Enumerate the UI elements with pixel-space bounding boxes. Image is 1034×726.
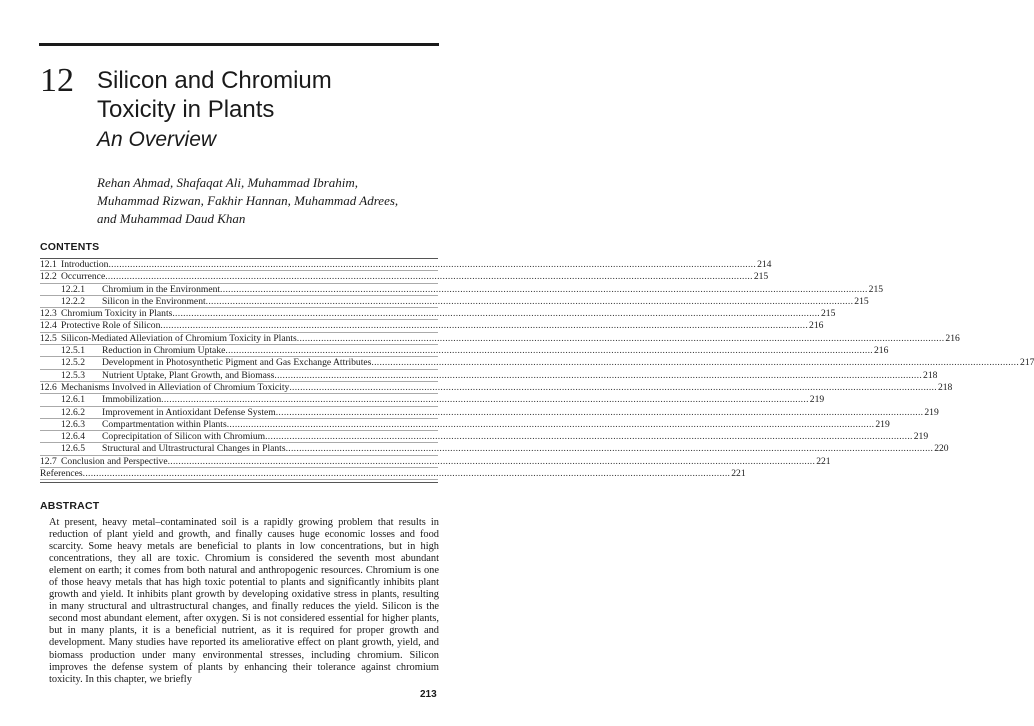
toc-dot-leader — [160, 320, 808, 331]
chapter-title — [97, 66, 332, 124]
chapter-title-line-2: Toxicity in Plants — [97, 96, 275, 123]
toc-entry[interactable] — [40, 345, 889, 357]
toc-dot-leader — [161, 394, 809, 405]
authors-line-1: Rehan Ahmad, Shafaqat Ali, Muhammad Ibrahim, — [97, 175, 358, 190]
abstract-body: At present, heavy metal–contaminated soil is a rapidly growing problem that results in reduction of plant yield and growth, and finally causes huge economic losses and food scarcity. Some heavy metals are beneficial to plants in low concentrations, but in high concentrations, they all are toxic. Chromium is considered the seventh most abundant element on earth; it comes from both natural and anthropogenic resources. Chromium is one of those heavy metals that has high toxic potential to plants and significantly inhibits plant growth and yield. It inhibits plant growth by developing oxidative stress in plants, resulting in many structural and ultrastructural changes, and finally reduces the yield. Silicon is the second most abundant element, after oxygen. Si is not considered essential for higher plants, but in many plants, it is a beneficial nutrient, as it is required for proper growth and development. Many studies have reported its ameliorative effect on plant growth, yield, and biomass production under many environmental stresses, including chromium. Silicon improves the defense system of plants by enhancing their tolerance against chromium toxicity. In this chapter, we briefly — [49, 517, 439, 685]
toc-dot-leader — [227, 419, 875, 430]
toc-bottom-rule — [40, 482, 438, 483]
toc-dot-leader — [289, 382, 937, 393]
toc-entry-number: 12.6.1 — [61, 394, 85, 406]
toc-dot-leader — [274, 370, 922, 381]
toc-entry-number: 12.6.2 — [61, 406, 85, 418]
toc-dot-leader — [168, 456, 816, 467]
toc-entry-number: 12.6.4 — [61, 431, 85, 443]
toc-entry-title: Chromium Toxicity in Plants — [61, 308, 173, 320]
toc-entry[interactable] — [40, 320, 824, 332]
toc-entry[interactable] — [40, 443, 949, 455]
chapter-number: 12 — [40, 62, 74, 99]
toc-entry-page: 221 — [816, 455, 831, 467]
chapter-subtitle: An Overview — [97, 128, 217, 151]
toc-entry-page: 214 — [757, 259, 772, 270]
table-of-contents — [40, 259, 1034, 480]
toc-entry-number: 12.6.5 — [61, 443, 85, 455]
toc-entry-page: 218 — [937, 381, 953, 393]
authors-line-3: and Muhammad Daud Khan — [97, 211, 246, 226]
toc-entry-title: Occurrence — [61, 271, 106, 283]
toc-dot-leader — [265, 431, 913, 442]
authors-line-2: Muhammad Rizwan, Fakhir Hannan, Muhammad Adrees, — [97, 193, 399, 208]
toc-entry[interactable] — [40, 369, 938, 382]
toc-entry-title: Chromium in the Environment — [102, 283, 221, 295]
toc-entry[interactable] — [40, 381, 953, 394]
toc-entry-page: 216 — [809, 320, 824, 332]
toc-entry-number: 12.3 — [40, 308, 57, 320]
toc-entry-number: 12.1 — [40, 259, 57, 270]
toc-entry-page: 215 — [868, 283, 884, 295]
toc-entry[interactable] — [40, 455, 831, 468]
toc-entry[interactable] — [40, 394, 825, 406]
toc-entry[interactable] — [40, 308, 836, 320]
top-rule — [39, 43, 439, 46]
toc-entry-page: 215 — [854, 295, 869, 307]
toc-dot-leader — [276, 407, 924, 418]
toc-entry-title: Mechanisms Involved in Alleviation of Chromium Toxicity — [61, 381, 290, 393]
toc-entry-title: Conclusion and Perspective — [61, 455, 168, 467]
toc-dot-leader — [83, 468, 731, 479]
toc-entry[interactable] — [40, 357, 1034, 369]
toc-entry-page: 215 — [753, 271, 769, 283]
toc-entry-title: Introduction — [61, 259, 109, 270]
toc-entry[interactable] — [40, 431, 929, 443]
toc-entry[interactable] — [40, 406, 939, 419]
toc-entry-title: Reduction in Chromium Uptake — [102, 345, 226, 357]
abstract-heading: ABSTRACT — [40, 500, 100, 512]
toc-dot-leader — [105, 271, 753, 282]
toc-entry-title: Silicon-Mediated Alleviation of Chromium Toxicity in Plants — [61, 332, 297, 344]
toc-entry-number: 12.7 — [40, 455, 57, 467]
toc-entry-number: 12.5.3 — [61, 369, 85, 381]
toc-entry-page: 219 — [809, 394, 825, 406]
toc-entry-page: 216 — [874, 345, 889, 357]
toc-entry-number: 12.2.2 — [61, 295, 85, 307]
toc-entry-title: Nutrient Uptake, Plant Growth, and Biomass — [102, 369, 275, 381]
toc-entry-title: Development in Photosynthetic Pigment and Gas Exchange Attributes — [102, 357, 372, 369]
toc-entry-page: 219 — [913, 431, 929, 443]
toc-entry-title: Protective Role of Silicon — [61, 320, 161, 332]
toc-entry-number: 12.4 — [40, 320, 57, 332]
toc-entry-page: 220 — [934, 443, 949, 455]
toc-entry-title: Silicon in the Environment — [102, 295, 206, 307]
toc-dot-leader — [371, 357, 1019, 368]
toc-entry-title: Coprecipitation of Silicon with Chromium — [102, 431, 266, 443]
toc-entry-page: 217 — [1020, 357, 1034, 369]
toc-entry[interactable] — [40, 271, 769, 283]
toc-dot-leader — [225, 345, 873, 356]
toc-entry-number: 12.6.3 — [61, 418, 85, 430]
page-number: 213 — [420, 689, 437, 700]
toc-entry[interactable] — [40, 295, 869, 308]
toc-entry-page: 215 — [820, 308, 836, 320]
author-list — [97, 174, 442, 228]
toc-entry-page: 219 — [875, 418, 890, 430]
toc-entry-number: 12.2 — [40, 271, 57, 283]
toc-entry-page: 221 — [731, 468, 746, 480]
toc-entry[interactable] — [40, 283, 884, 296]
toc-entry-number: 12.2.1 — [61, 283, 85, 295]
toc-dot-leader — [206, 296, 854, 307]
toc-entry-title: References — [40, 468, 83, 480]
toc-entry-title: Structural and Ultrastructural Changes in Plants — [102, 443, 286, 455]
toc-dot-leader — [108, 259, 756, 270]
chapter-title-line-1: Silicon and Chromium — [97, 67, 332, 94]
toc-entry-page: 216 — [945, 332, 960, 344]
toc-entry[interactable] — [40, 418, 890, 431]
toc-entry-page: 218 — [923, 369, 938, 381]
toc-entry-page: 219 — [924, 406, 939, 418]
toc-entry[interactable] — [40, 332, 960, 345]
toc-entry-number: 12.5.1 — [61, 345, 85, 357]
toc-dot-leader — [286, 443, 934, 454]
toc-entry-number: 12.6 — [40, 381, 57, 393]
toc-entry-title: Compartmentation within Plants — [102, 418, 227, 430]
toc-entry-title: Improvement in Antioxidant Defense System — [102, 406, 276, 418]
toc-entry-title: Immobilization — [102, 394, 162, 406]
contents-heading: CONTENTS — [40, 241, 100, 253]
toc-dot-leader — [220, 284, 868, 295]
toc-dot-leader — [172, 308, 820, 319]
toc-entry[interactable] — [40, 259, 772, 271]
toc-entry-number: 12.5 — [40, 332, 57, 344]
toc-dot-leader — [297, 333, 945, 344]
toc-entry[interactable] — [40, 468, 746, 480]
toc-entry-number: 12.5.2 — [61, 357, 85, 369]
